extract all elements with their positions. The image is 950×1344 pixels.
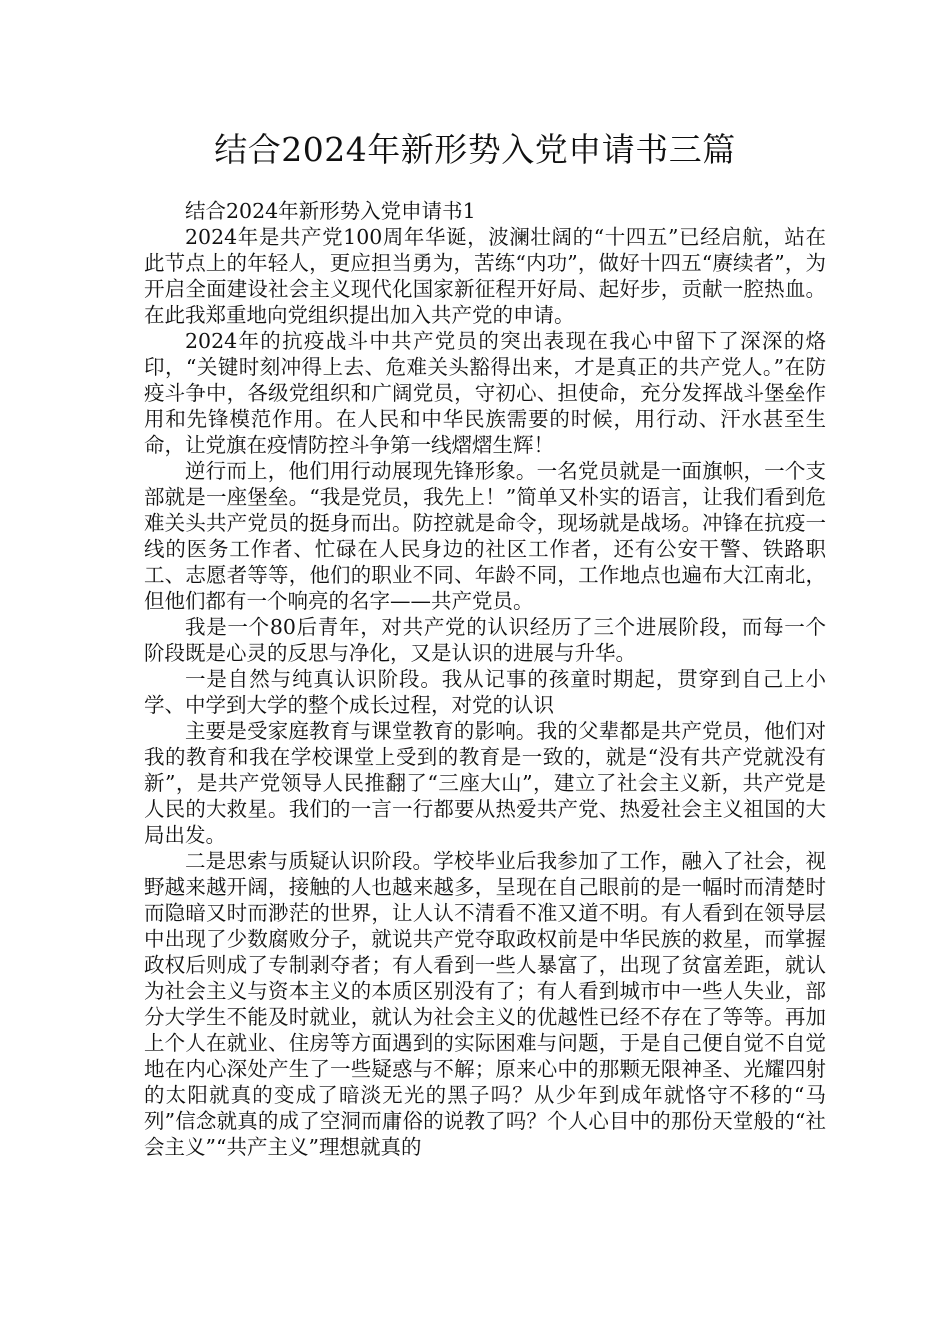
paragraph: 逆行而上，他们用行动展现先锋形象。一名党员就是一面旗帜，一个支部就是一座堡垒。“我是党员，我先上！”简单又朴实的语言，让我们看到危难关头共产党员的挺身而出。防控就是命令，现场就是战场。冲锋在抗疫一线的医务工作者、忙碌在人民身边的社区工作者，还有公安干警、铁路职工、志愿者等等，他们的职业不同、年龄不同，工作地点也遍布大江南北，但他们都有一个响亮的名字——共产党员。 — [144, 459, 826, 613]
section-heading: 结合2024年新形势入党申请书1 — [185, 199, 476, 223]
paragraph: 2024年的抗疫战斗中共产党员的突出表现在我心中留下了深深的烙印，“关键时刻冲得上去、危难关头豁得出来，才是真正的共产党人。”在防疫斗争中，各级党组织和广阔党员，守初心、担使命，充分发挥战斗堡垒作用和先锋模范作用。在人民和中华民族需要的时候，用行动、汗水甚至生命，让党旗在疫情防控斗争第一线熠熠生辉！ — [144, 329, 826, 457]
paragraph: 二是思索与质疑认识阶段。学校毕业后我参加了工作，融入了社会，视野越来越开阔，接触的人也越来越多，呈现在自己眼前的是一幅时而清楚时而隐暗又时而渺茫的世界，让人认不清看不准又道不明。有人看到在领导层中出现了少数腐败分子，就说共产党夺取政权前是中华民族的救星，而掌握政权后则成了专制剥夺者；有人看到一些人暴富了，出现了贫富差距，就认为社会主义与资本主义的本质区别没有了；有人看到城市中一些人失业，部分大学生不能及时就业，就认为社会主义的优越性已经不存在了等等。再加上个人在就业、住房等方面遇到的实际困难与问题，于是自己便自觉不自觉地在内心深处产生了一些疑惑与不解；原来心中的那颗无限神圣、光耀四射的太阳就真的变成了暗淡无光的黑子吗？从少年到成年就恪守不移的“马列”信念就真的成了空洞而庸俗的说教了吗？个人心目中的那份天堂般的“社会主义”“共产主义”理想就真的 — [144, 849, 826, 1159]
paragraph: 2024年是共产党100周年华诞，波澜壮阔的“十四五”已经启航，站在此节点上的年轻人，更应担当勇为，苦练“内功”，做好十四五“赓续者”，为开启全面建设社会主义现代化国家新征程开好局、起好步，贡献一腔热血。在此我郑重地向党组织提出加入共产党的申请。 — [144, 225, 826, 327]
paragraph: 我是一个80后青年，对共产党的认识经历了三个进展阶段，而每一个阶段既是心灵的反思与净化，又是认识的进展与升华。 — [144, 615, 826, 665]
document-body — [144, 198, 826, 1160]
paragraph: 主要是受家庭教育与课堂教育的影响。我的父辈都是共产党员，他们对我的教育和我在学校课堂上受到的教育是一致的，就是“没有共产党就没有新”，是共产党领导人民推翻了“三座大山”，建立了社会主义新，共产党是人民的大救星。我们的一言一行都要从热爱共产党、热爱社会主义祖国的大局出发。 — [144, 719, 826, 847]
document-title: 结合2024年新形势入党申请书三篇 — [214, 130, 736, 169]
paragraph: 一是自然与纯真认识阶段。我从记事的孩童时期起，贯穿到自己上小学、中学到大学的整个成长过程，对党的认识 — [144, 667, 826, 717]
